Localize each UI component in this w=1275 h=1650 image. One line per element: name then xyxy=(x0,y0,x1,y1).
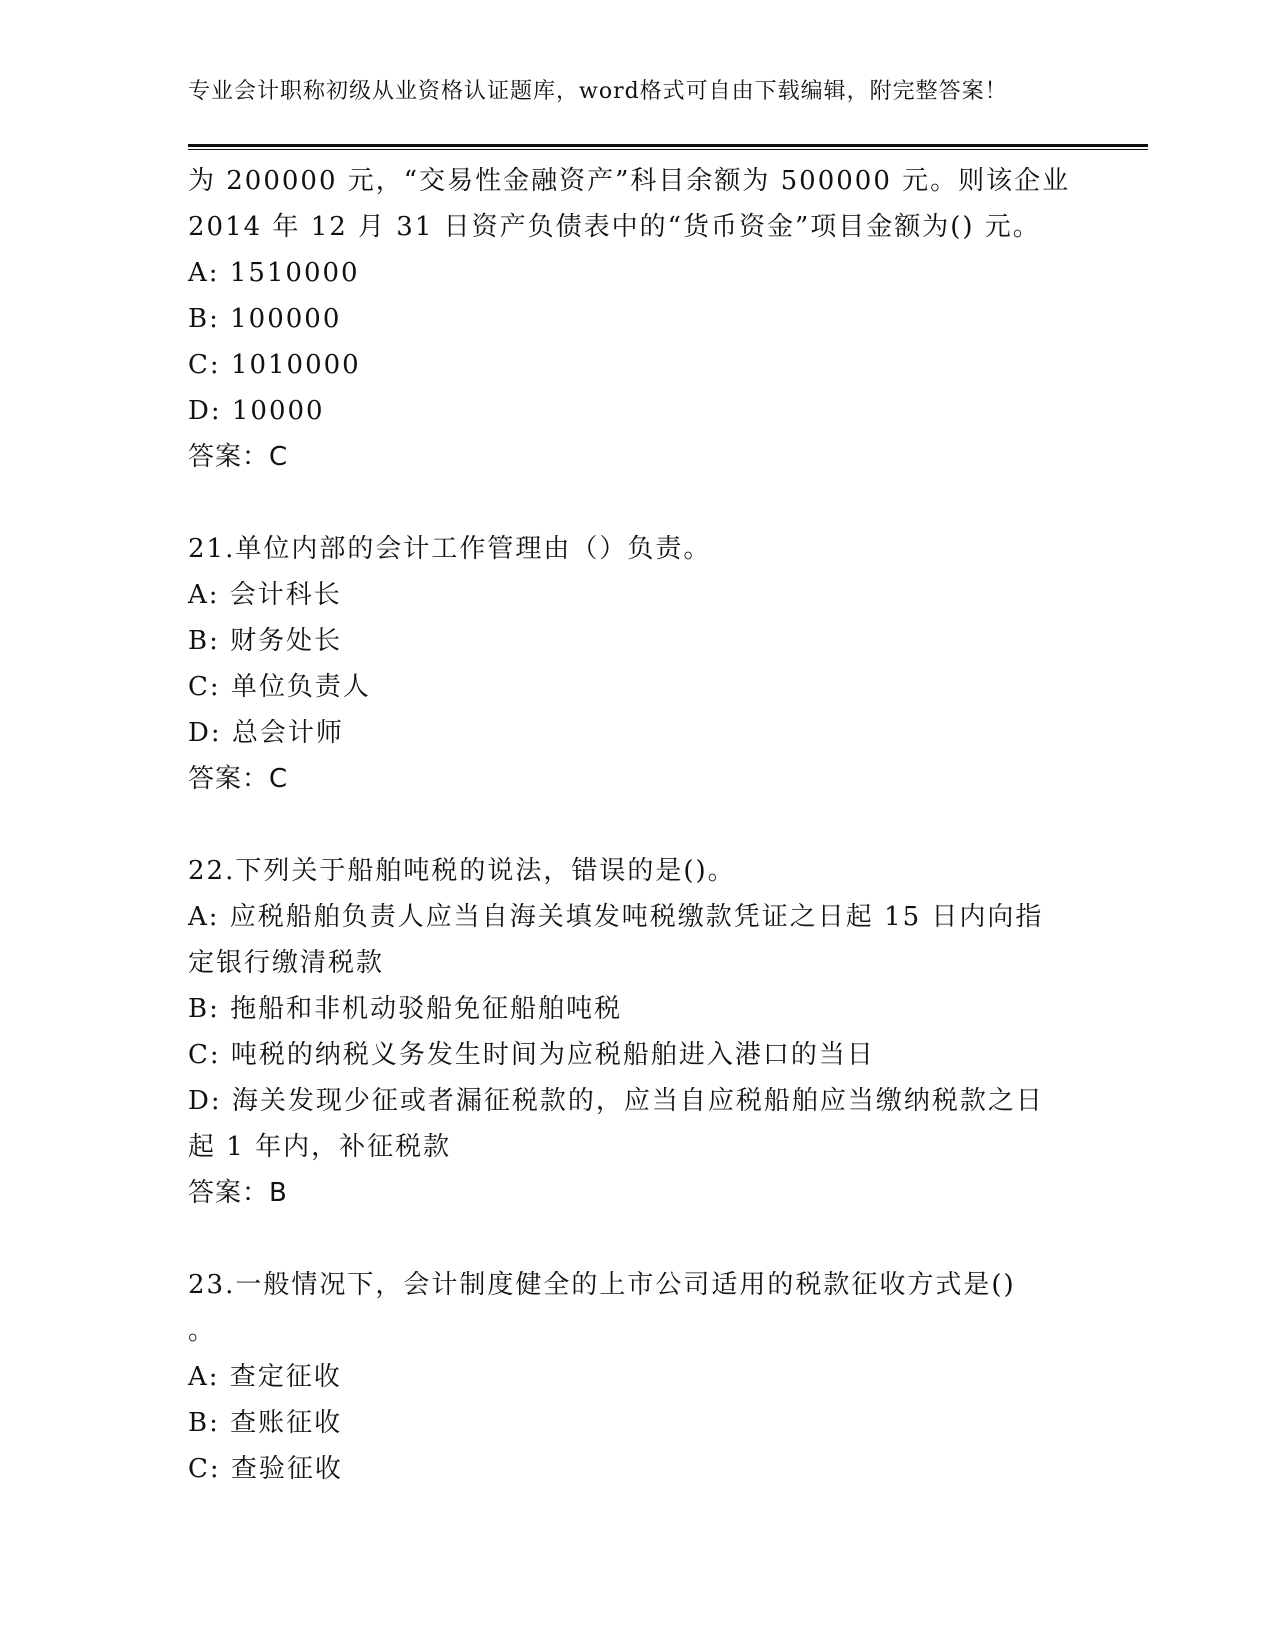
q23-question-line-2: 。 xyxy=(188,1316,217,1346)
page-header: 专业会计职称初级从业资格认证题库，word格式可自由下载编辑，附完整答案！ xyxy=(188,79,1008,104)
header-divider-thick xyxy=(188,144,1148,147)
q23-question-line-1: 23.一般情况下，会计制度健全的上市公司适用的税款征收方式是() xyxy=(188,1270,1016,1300)
q21-answer: 答案：C xyxy=(188,764,289,794)
q20-text-line-1: 为 200000 元，“交易性金融资产”科目余额为 500000 元。则该企业 xyxy=(188,166,1071,196)
q22-option-a-line-1: A: 应税船舶负责人应当自海关填发吨税缴款凭证之日起 15 日内向指 xyxy=(188,902,1044,932)
q21-question: 21.单位内部的会计工作管理由（）负责。 xyxy=(188,534,712,564)
q21-option-c: C: 单位负责人 xyxy=(188,672,371,702)
q22-option-b: B: 拖船和非机动驳船免征船舶吨税 xyxy=(188,994,623,1024)
q20-text-line-2: 2014 年 12 月 31 日资产负债表中的“货币资金”项目金额为() 元。 xyxy=(188,212,1041,242)
question-content xyxy=(188,158,1088,1492)
q21-option-d: D: 总会计师 xyxy=(188,718,344,748)
q23-option-b: B: 查账征收 xyxy=(188,1408,343,1438)
q22-option-d-line-1: D: 海关发现少征或者漏征税款的，应当自应税船舶应当缴纳税款之日 xyxy=(188,1086,1044,1116)
q20-option-b: B: 100000 xyxy=(188,304,342,334)
q22-answer: 答案：B xyxy=(188,1178,288,1208)
q20-option-c: C: 1010000 xyxy=(188,350,361,380)
q22-option-c: C: 吨税的纳税义务发生时间为应税船舶进入港口的当日 xyxy=(188,1040,875,1070)
spacer xyxy=(188,480,1088,526)
spacer xyxy=(188,1216,1088,1262)
q23-option-a: A: 查定征收 xyxy=(188,1362,342,1392)
q22-question: 22.下列关于船舶吨税的说法，错误的是()。 xyxy=(188,856,736,886)
q22-option-a-line-2: 定银行缴清税款 xyxy=(188,948,385,978)
q21-option-a: A: 会计科长 xyxy=(188,580,342,610)
q22-option-d-line-2: 起 1 年内，补征税款 xyxy=(188,1132,452,1162)
q20-option-a: A: 1510000 xyxy=(188,258,360,288)
q20-option-d: D: 10000 xyxy=(188,396,325,426)
header-divider-thin xyxy=(188,149,1148,150)
spacer xyxy=(188,802,1088,848)
q20-answer: 答案：C xyxy=(188,442,289,472)
q23-option-c: C: 查验征收 xyxy=(188,1454,343,1484)
q21-option-b: B: 财务处长 xyxy=(188,626,343,656)
